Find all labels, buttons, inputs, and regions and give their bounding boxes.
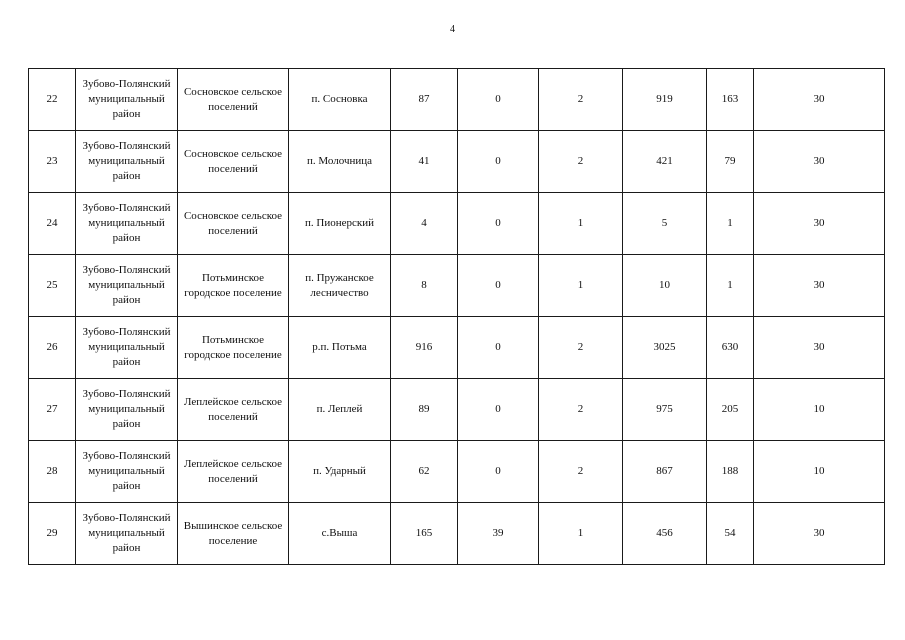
value-cell-2: 0: [458, 193, 539, 255]
district-cell: Зубово-Полянский муниципальный район: [76, 131, 178, 193]
value-cell-5: 630: [707, 317, 754, 379]
value-cell-2: 0: [458, 69, 539, 131]
table-row: [29, 131, 885, 193]
locality-cell: п. Сосновка: [289, 69, 391, 131]
table-row: [29, 317, 885, 379]
value-cell-2: 0: [458, 131, 539, 193]
district-cell: Зубово-Полянский муниципальный район: [76, 379, 178, 441]
locality-cell: п. Пружанское лесничество: [289, 255, 391, 317]
value-cell-6: 10: [754, 379, 885, 441]
locality-cell: п. Молочница: [289, 131, 391, 193]
value-cell-2: 0: [458, 441, 539, 503]
settlement-cell: Сосновское сельское поселений: [178, 69, 289, 131]
locality-cell: р.п. Потьма: [289, 317, 391, 379]
district-cell: Зубово-Полянский муниципальный район: [76, 503, 178, 565]
value-cell-1: 165: [391, 503, 458, 565]
value-cell-3: 1: [539, 255, 623, 317]
value-cell-4: 421: [623, 131, 707, 193]
value-cell-3: 1: [539, 503, 623, 565]
value-cell-3: 2: [539, 441, 623, 503]
value-cell-1: 916: [391, 317, 458, 379]
table-row: [29, 379, 885, 441]
settlement-cell: Леплейское сельское поселений: [178, 441, 289, 503]
table-row: [29, 193, 885, 255]
district-cell: Зубово-Полянский муниципальный район: [76, 193, 178, 255]
value-cell-1: 41: [391, 131, 458, 193]
row-number-cell: 26: [29, 317, 76, 379]
locality-cell: п. Ударный: [289, 441, 391, 503]
table-row: [29, 441, 885, 503]
value-cell-2: 0: [458, 317, 539, 379]
locality-cell: п. Пионерский: [289, 193, 391, 255]
page-number: 4: [450, 24, 455, 35]
value-cell-4: 10: [623, 255, 707, 317]
settlement-cell: Потьминское городское поселение: [178, 255, 289, 317]
table-body: [29, 69, 885, 565]
table-row: [29, 69, 885, 131]
district-cell: Зубово-Полянский муниципальный район: [76, 441, 178, 503]
value-cell-5: 1: [707, 193, 754, 255]
value-cell-3: 1: [539, 193, 623, 255]
value-cell-4: 867: [623, 441, 707, 503]
row-number-cell: 25: [29, 255, 76, 317]
row-number-cell: 22: [29, 69, 76, 131]
value-cell-6: 10: [754, 441, 885, 503]
value-cell-5: 188: [707, 441, 754, 503]
value-cell-1: 89: [391, 379, 458, 441]
locality-cell: с.Выша: [289, 503, 391, 565]
table-row: [29, 255, 885, 317]
district-cell: Зубово-Полянский муниципальный район: [76, 69, 178, 131]
value-cell-5: 54: [707, 503, 754, 565]
locality-cell: п. Леплей: [289, 379, 391, 441]
settlement-cell: Сосновское сельское поселений: [178, 193, 289, 255]
row-number-cell: 29: [29, 503, 76, 565]
value-cell-5: 1: [707, 255, 754, 317]
value-cell-3: 2: [539, 317, 623, 379]
settlement-cell: Вышинское сельское поселение: [178, 503, 289, 565]
value-cell-6: 30: [754, 69, 885, 131]
value-cell-5: 79: [707, 131, 754, 193]
value-cell-6: 30: [754, 255, 885, 317]
value-cell-2: 0: [458, 255, 539, 317]
value-cell-1: 8: [391, 255, 458, 317]
value-cell-2: 39: [458, 503, 539, 565]
value-cell-4: 456: [623, 503, 707, 565]
settlements-table: [28, 68, 885, 565]
value-cell-4: 975: [623, 379, 707, 441]
value-cell-1: 4: [391, 193, 458, 255]
row-number-cell: 24: [29, 193, 76, 255]
value-cell-2: 0: [458, 379, 539, 441]
value-cell-4: 919: [623, 69, 707, 131]
value-cell-6: 30: [754, 317, 885, 379]
row-number-cell: 28: [29, 441, 76, 503]
value-cell-4: 3025: [623, 317, 707, 379]
value-cell-3: 2: [539, 69, 623, 131]
district-cell: Зубово-Полянский муниципальный район: [76, 255, 178, 317]
settlement-cell: Сосновское сельское поселений: [178, 131, 289, 193]
value-cell-3: 2: [539, 379, 623, 441]
value-cell-6: 30: [754, 503, 885, 565]
value-cell-6: 30: [754, 193, 885, 255]
value-cell-1: 87: [391, 69, 458, 131]
value-cell-1: 62: [391, 441, 458, 503]
table-row: [29, 503, 885, 565]
value-cell-4: 5: [623, 193, 707, 255]
settlement-cell: Потьминское городское поселение: [178, 317, 289, 379]
district-cell: Зубово-Полянский муниципальный район: [76, 317, 178, 379]
row-number-cell: 27: [29, 379, 76, 441]
value-cell-3: 2: [539, 131, 623, 193]
settlement-cell: Леплейское сельское поселений: [178, 379, 289, 441]
value-cell-5: 163: [707, 69, 754, 131]
row-number-cell: 23: [29, 131, 76, 193]
value-cell-6: 30: [754, 131, 885, 193]
value-cell-5: 205: [707, 379, 754, 441]
